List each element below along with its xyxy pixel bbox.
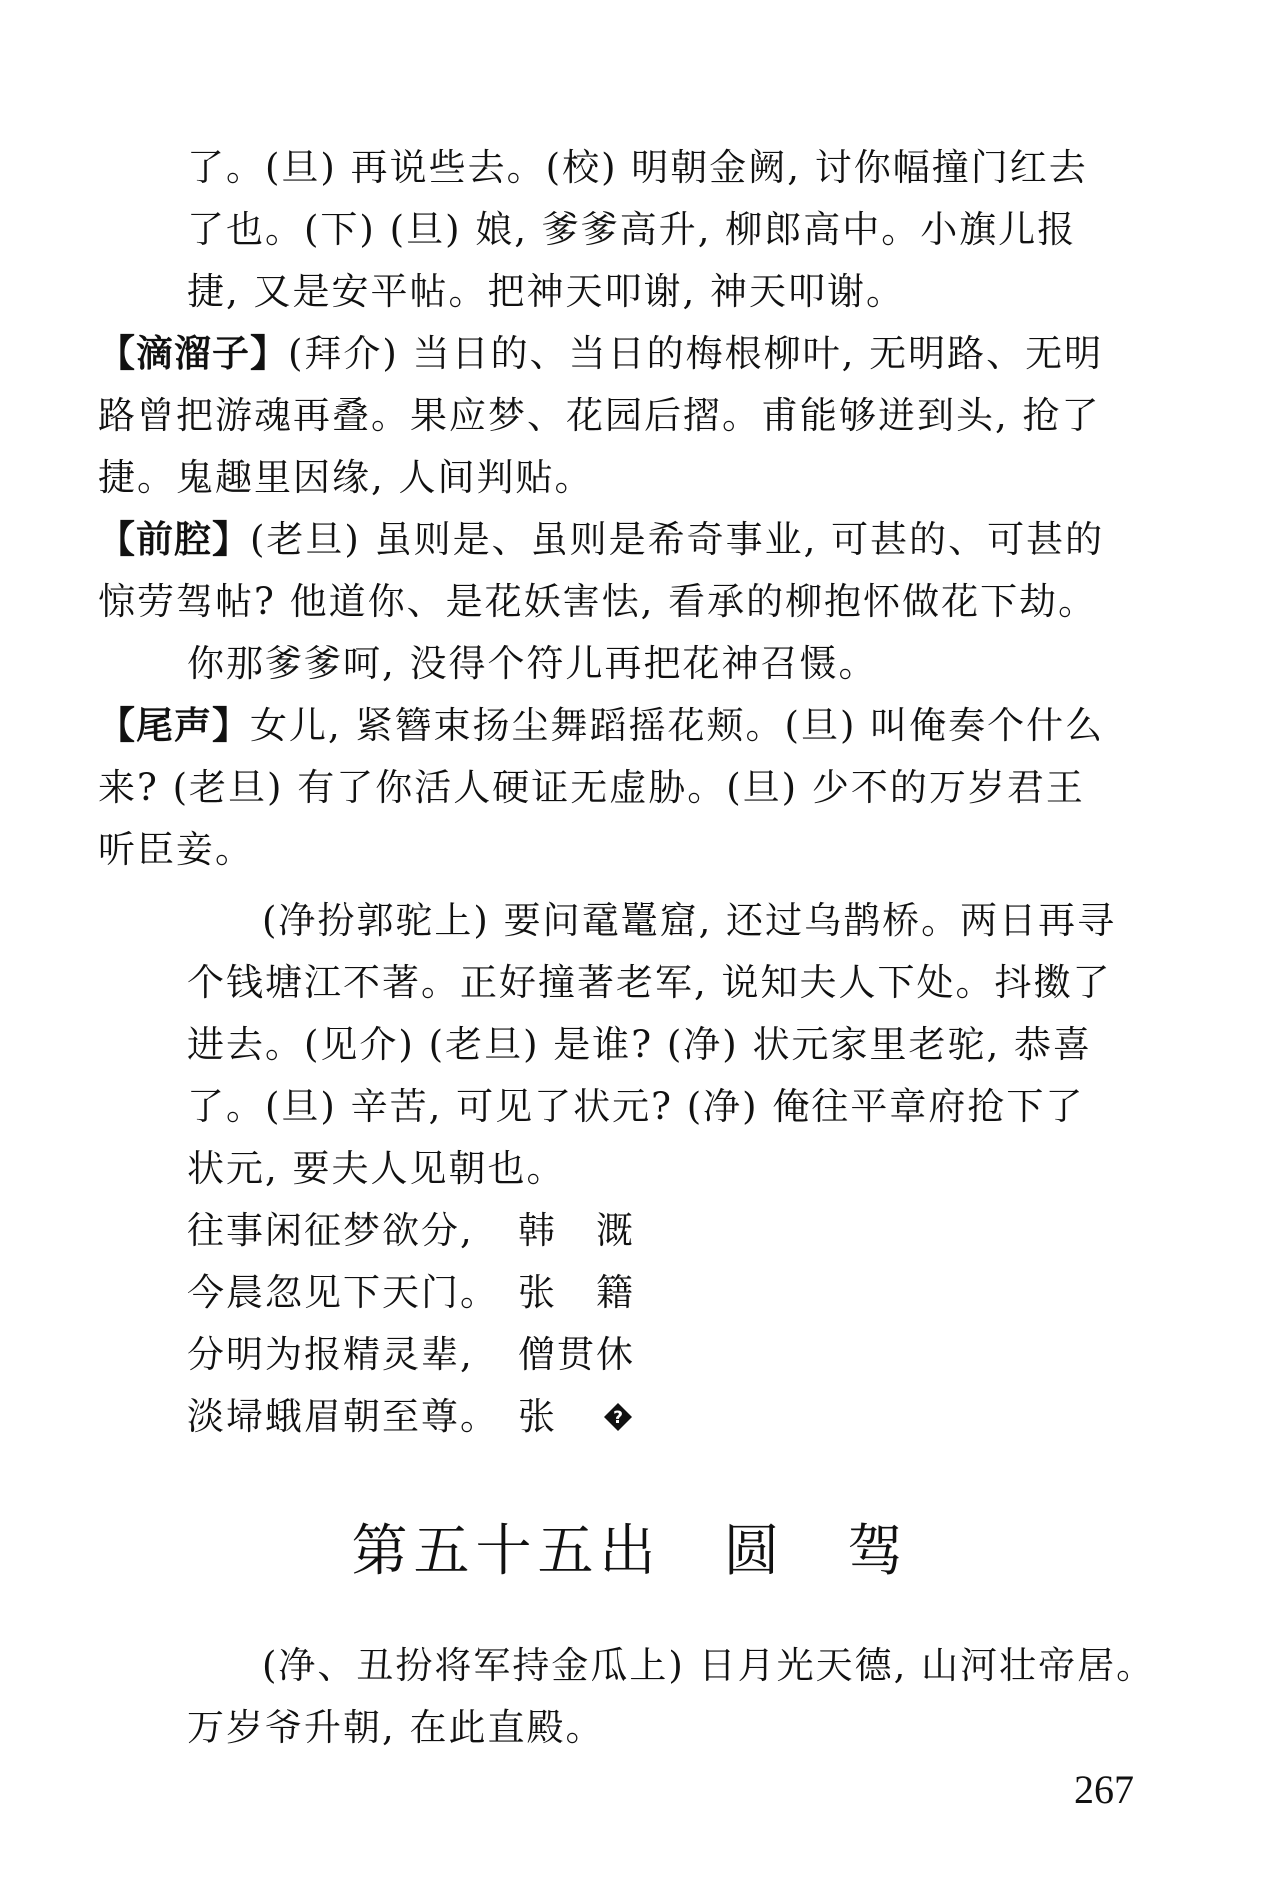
text-line: 惊劳驾帖? 他道你、是花妖害怯, 看承的柳抱怀做花下劫。	[98, 580, 1098, 623]
poem-author: 僧贯休	[518, 1333, 635, 1376]
stage-direction-line: 进去。(见介) (老旦) 是谁? (净) 状元家里老驼, 恭喜	[187, 1023, 1093, 1066]
tune-text: (老旦) 虽则是、虽则是希奇事业, 可甚的、可甚的	[250, 518, 1105, 561]
tune-text: (拜介) 当日的、当日的梅根柳叶, 无明路、无明	[288, 332, 1104, 375]
stage-direction-line: 状元, 要夫人见朝也。	[187, 1147, 566, 1190]
poem-line: 分明为报精灵辈,	[187, 1333, 474, 1376]
stage-direction-line: (净扮郭驼上) 要问鼋鼍窟, 还过乌鹊桥。两日再寻	[262, 899, 1117, 942]
poem-line: 淡埽蛾眉朝至尊。	[187, 1395, 499, 1438]
tune-name: 【滴溜子】	[98, 332, 288, 375]
text-line: 了也。(下) (旦) 娘, 爹爹高升, 柳郎高中。小旗儿报	[187, 208, 1077, 251]
missing-glyph-icon	[603, 1402, 633, 1432]
tune-text: 女儿, 紧簪束扬尘舞蹈摇花颊。(旦) 叫俺奏个什么	[250, 704, 1105, 747]
text-line: 路曾把游魂再叠。果应梦、花园后摺。甫能够迸到头, 抢了	[98, 394, 1101, 437]
text-line: 捷, 又是安平帖。把神天叩谢, 神天叩谢。	[187, 270, 906, 313]
tune-line	[98, 509, 1104, 571]
poem-author: 张	[518, 1395, 557, 1438]
poem-author: 韩 溉	[518, 1209, 635, 1252]
chapter-title: 第五十五出 圆 驾	[351, 1519, 910, 1584]
tune-line	[98, 695, 1104, 757]
text-line: 捷。鬼趣里因缘, 人间判贴。	[98, 456, 594, 499]
tune-line	[98, 323, 1103, 385]
tune-name: 【前腔】	[98, 518, 250, 561]
poem-author: 张 籍	[518, 1271, 635, 1314]
text-line: 万岁爷升朝, 在此直殿。	[187, 1706, 605, 1749]
stage-direction-line: 个钱塘江不著。正好撞著老军, 说知夫人下处。抖擞了	[187, 961, 1112, 1004]
stage-direction-line: 了。(旦) 辛苦, 可见了状元? (净) 俺往平章府抢下了	[187, 1085, 1085, 1128]
svg-text:?: ?	[613, 1408, 623, 1428]
poem-line: 今晨忽见下天门。	[187, 1271, 499, 1314]
stage-direction-line: (净、丑扮将军持金瓜上) 日月光天德, 山河壮帝居。	[262, 1644, 1156, 1687]
text-line: 了。(旦) 再说些去。(校) 明朝金阙, 讨你幅撞门红去	[187, 146, 1088, 189]
text-line: 来? (老旦) 有了你活人硬证无虚胁。(旦) 少不的万岁君王	[98, 766, 1085, 809]
text-line: 听臣妾。	[98, 828, 254, 871]
poem-line: 往事闲征梦欲分,	[187, 1209, 474, 1252]
text-line: 你那爹爹呵, 没得个符儿再把花神召慑。	[187, 642, 878, 685]
page-number: 267	[1074, 1767, 1134, 1812]
tune-name: 【尾声】	[98, 704, 250, 747]
